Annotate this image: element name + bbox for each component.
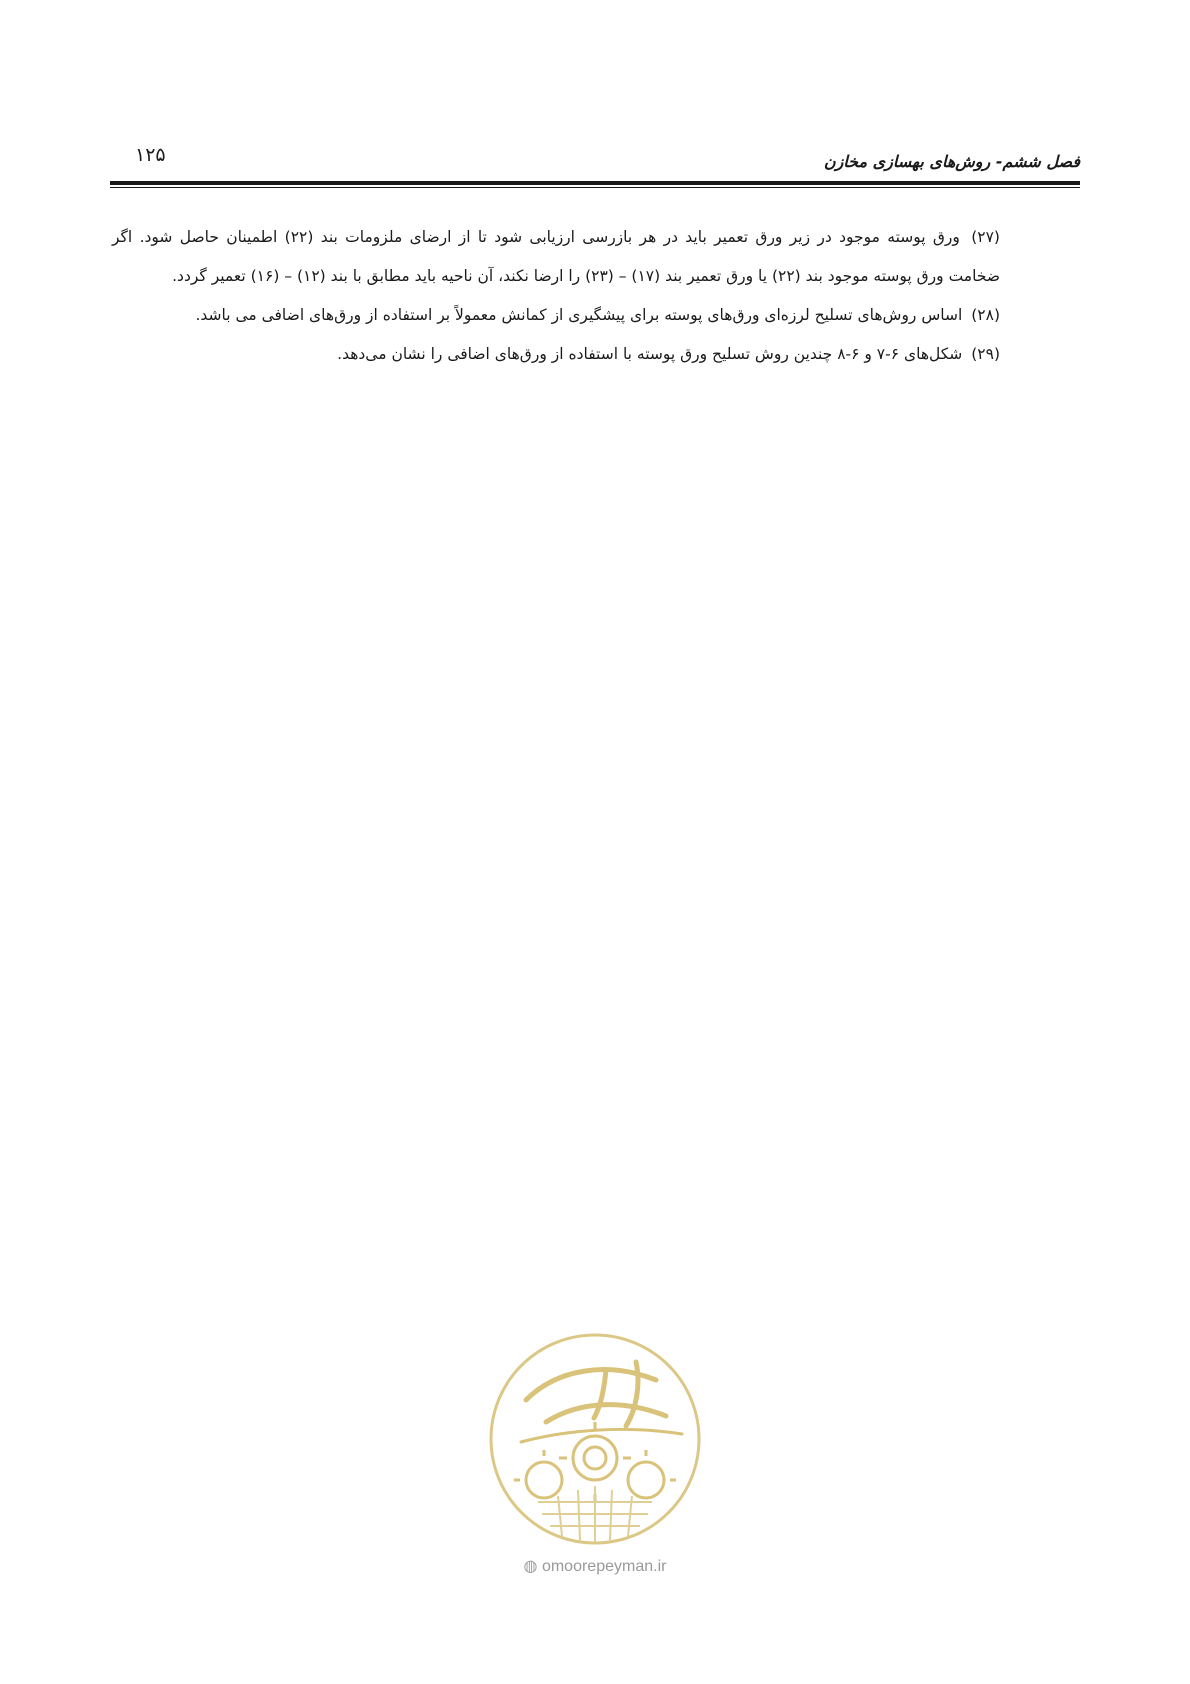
stamp-caption-text: omoorepeyman.ir [541, 1558, 667, 1575]
stamp-caption [486, 1556, 704, 1576]
page-number: ۱۲۵ [135, 144, 166, 166]
paragraph-text: شکل‌های ۶-۷ و ۶-۸ چندین روش تسلیح ورق پوسته با استفاده از ورق‌های اضافی را نشان می‌دهد. [337, 345, 963, 363]
watermark-stamp [486, 1330, 704, 1586]
paragraph-text: ورق پوسته موجود در زیر ورق تعمیر باید در هر بازرسی ارزیابی شود تا از ارضای ملزومات بند (۲۲) اطمینان حاصل شود. اگر ضخامت ورق پوسته موجود بند (۲۲) یا ورق تعمیر بند (۱۷) – (۲۳) را ارضا نکند، آن ناحیه باید مطابق با بند (۱۲) – (۱۶) تعمیر گردد. [112, 228, 1000, 285]
paragraph-number: (۲۷) [971, 228, 1000, 246]
page-header [110, 140, 1080, 180]
paragraph-29 [112, 335, 1000, 374]
paragraph-text: اساس روش‌های تسلیح لرزه‌ای ورق‌های پوسته برای پیشگیری از کمانش معمولاً بر استفاده از ورق‌های اضافی می باشد. [195, 306, 963, 324]
chapter-title: فصل ششم- روش‌های بهسازی مخازن [823, 152, 1080, 171]
paragraph-number: (۲۹) [971, 345, 1000, 363]
paragraph-number: (۲۸) [971, 306, 1000, 324]
header-rule-thin [110, 187, 1080, 188]
header-rule-thick [110, 181, 1080, 185]
stamp-logo [486, 1330, 704, 1548]
globe-icon: ◍ [523, 1558, 538, 1575]
body-text [112, 218, 1000, 374]
paragraph-27 [112, 218, 1000, 296]
paragraph-28 [112, 296, 1000, 335]
